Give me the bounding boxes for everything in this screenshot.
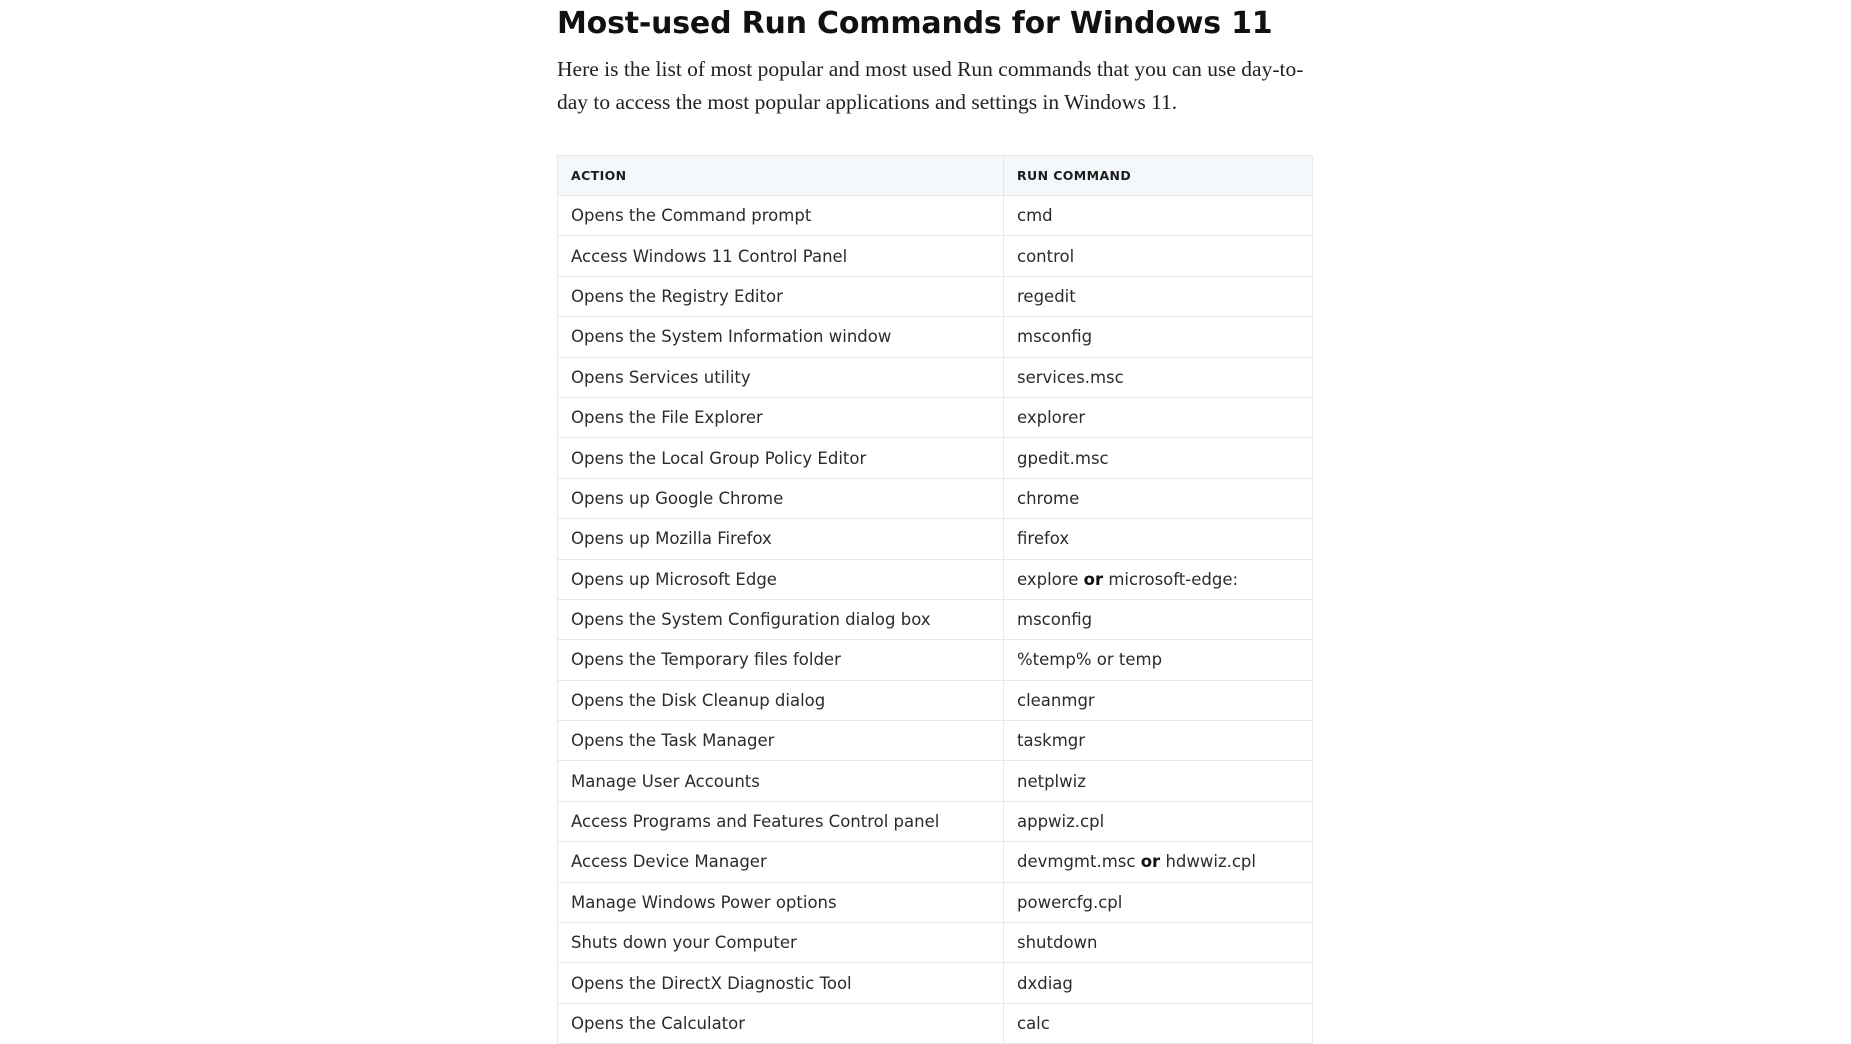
table-row — [558, 1003, 1313, 1043]
action-cell: Manage User Accounts — [558, 761, 1004, 801]
run-command-cell: services.msc — [1004, 357, 1313, 397]
table-row — [558, 519, 1313, 559]
action-cell: Manage Windows Power options — [558, 882, 1004, 922]
run-command-cell: control — [1004, 236, 1313, 276]
table-row — [558, 640, 1313, 680]
run-command-cell — [1004, 842, 1313, 882]
run-command-cell: firefox — [1004, 519, 1313, 559]
run-command-cell: msconfig — [1004, 599, 1313, 639]
run-command-cell: regedit — [1004, 276, 1313, 316]
run-command-cell — [1004, 559, 1313, 599]
run-command-cell: powercfg.cpl — [1004, 882, 1313, 922]
action-cell: Opens the File Explorer — [558, 397, 1004, 437]
run-command-cell: appwiz.cpl — [1004, 801, 1313, 841]
action-cell: Opens up Google Chrome — [558, 478, 1004, 518]
run-command-cell: netplwiz — [1004, 761, 1313, 801]
run-command-alt-value: hdwwiz.cpl — [1165, 852, 1256, 872]
command-separator: or — [1083, 569, 1104, 589]
action-cell: Opens the System Information window — [558, 317, 1004, 357]
command-separator: or — [1140, 852, 1161, 872]
table-row — [558, 438, 1313, 478]
table-row — [558, 599, 1313, 639]
run-command-cell: gpedit.msc — [1004, 438, 1313, 478]
run-command-cell: %temp% or temp — [1004, 640, 1313, 680]
page-title: Most-used Run Commands for Windows 11 — [557, 6, 1273, 41]
table-row — [558, 882, 1313, 922]
article — [557, 0, 1312, 1033]
run-command-value: explore — [1017, 569, 1079, 589]
action-cell: Opens up Microsoft Edge — [558, 559, 1004, 599]
action-cell: Opens the Disk Cleanup dialog — [558, 680, 1004, 720]
action-cell: Opens the Command prompt — [558, 196, 1004, 236]
table-header-row — [558, 156, 1313, 196]
action-cell: Access Programs and Features Control panel — [558, 801, 1004, 841]
action-cell: Opens up Mozilla Firefox — [558, 519, 1004, 559]
table-body — [558, 196, 1313, 1044]
action-cell: Opens the Temporary files folder — [558, 640, 1004, 680]
action-cell: Opens Services utility — [558, 357, 1004, 397]
action-cell: Shuts down your Computer — [558, 923, 1004, 963]
action-cell: Opens the Task Manager — [558, 721, 1004, 761]
run-command-cell: cleanmgr — [1004, 680, 1313, 720]
action-cell: Opens the Registry Editor — [558, 276, 1004, 316]
run-command-alt-value: microsoft-edge: — [1108, 569, 1239, 589]
run-command-cell: cmd — [1004, 196, 1313, 236]
run-commands-table — [557, 155, 1313, 1044]
action-cell: Opens the DirectX Diagnostic Tool — [558, 963, 1004, 1003]
table-row — [558, 761, 1313, 801]
action-cell: Opens the System Configuration dialog box — [558, 599, 1004, 639]
table-row — [558, 721, 1313, 761]
header-run-command: RUN COMMAND — [1004, 156, 1313, 196]
table-row — [558, 923, 1313, 963]
table-row — [558, 357, 1313, 397]
table-row — [558, 276, 1313, 316]
header-action: ACTION — [558, 156, 1004, 196]
table-row — [558, 963, 1313, 1003]
table-row — [558, 236, 1313, 276]
run-command-cell: taskmgr — [1004, 721, 1313, 761]
table-row — [558, 559, 1313, 599]
run-command-cell: chrome — [1004, 478, 1313, 518]
table-row — [558, 842, 1313, 882]
action-cell: Opens the Calculator — [558, 1003, 1004, 1043]
action-cell: Access Device Manager — [558, 842, 1004, 882]
table-row — [558, 397, 1313, 437]
run-command-value: devmgmt.msc — [1017, 852, 1136, 872]
run-command-cell: dxdiag — [1004, 963, 1313, 1003]
intro-paragraph: Here is the list of most popular and most used Run commands that you can use day-to-day to access the most popular applications and settings in Windows 11. — [557, 57, 1304, 114]
run-command-cell: shutdown — [1004, 923, 1313, 963]
table-row — [558, 680, 1313, 720]
action-cell: Opens the Local Group Policy Editor — [558, 438, 1004, 478]
table-row — [558, 478, 1313, 518]
table-row — [558, 317, 1313, 357]
table-row — [558, 801, 1313, 841]
action-cell: Access Windows 11 Control Panel — [558, 236, 1004, 276]
table-header — [558, 156, 1313, 196]
run-command-cell: explorer — [1004, 397, 1313, 437]
table-row — [558, 196, 1313, 236]
run-command-cell: calc — [1004, 1003, 1313, 1043]
run-command-cell: msconfig — [1004, 317, 1313, 357]
